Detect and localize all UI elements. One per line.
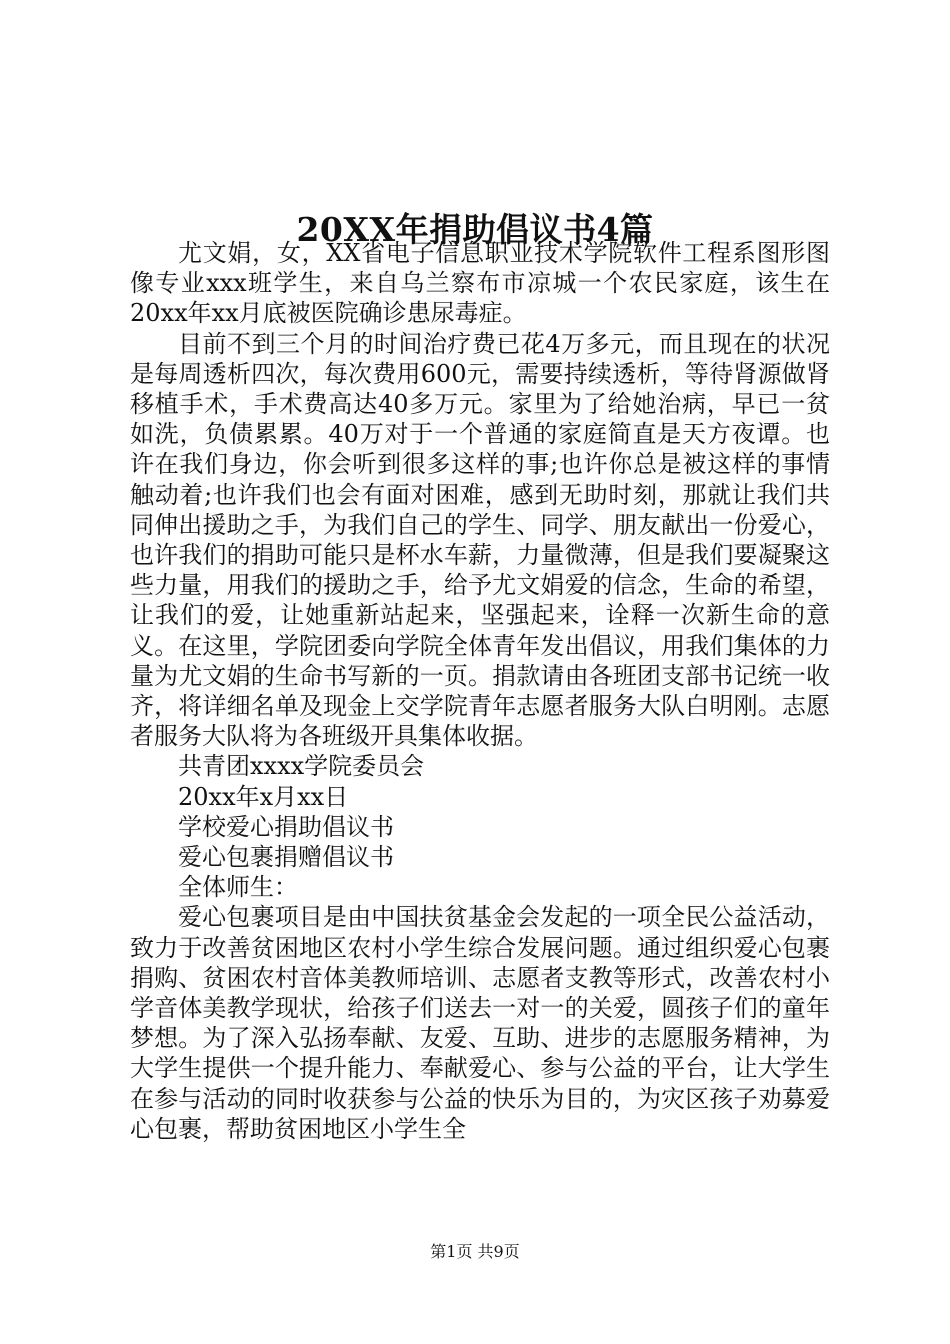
- salutation: 全体师生：: [178, 873, 298, 902]
- paragraph-student-intro: 尤文娟，女，XX省电子信息职业技术学院软件工程系图形图像专业xxx班学生，来自乌兰察布市凉城一个农民家庭，该生在20xx年xx月底被医院确诊患尿毒症。: [130, 239, 830, 328]
- document-title: 20XX年捐助倡议书4篇: [296, 210, 654, 250]
- page-number-footer: 第1页 共9页: [430, 1242, 520, 1261]
- paragraph-love-package-project: 爱心包裹项目是由中国扶贫基金会发起的一项全民公益活动，致力于改善贫困地区农村小学生综合发展问题。通过组织爱心包裹捐购、贫困农村音体美教师培训、志愿者支教等形式，改善农村小学音体美教学现状，给孩子们送去一对一的关爱，圆孩子们的童年梦想。为了深入弘扬奉献、友爱、互助、进步的志愿服务精神，为大学生提供一个提升能力、奉献爱心、参与公益的平台，让大学生在参与活动的同时收获参与公益的快乐为目的，为灾区孩子劝募爱心包裹，帮助贫困地区小学生全: [130, 903, 830, 1143]
- document-body: [130, 238, 830, 1144]
- signature-organization: 共青团xxxx学院委员会: [178, 752, 425, 781]
- signature-date: 20xx年x月xx日: [178, 782, 349, 811]
- paragraph-appeal: 目前不到三个月的时间治疗费已花4万多元，而且现在的状况是每周透析四次，每次费用600元，需要持续透析，等待肾源做肾移植手术，手术费高达40多万元。家里为了给她治病，早已一贫如洗，负债累累。40万对于一个普通的家庭简直是天方夜谭。也许在我们身边，你会听到很多这样的事;也许你总是被这样的事情触动着;也许我们也会有面对困难，感到无助时刻，那就让我们共同伸出援助之手，为我们自己的学生、同学、朋友献出一份爱心，也许我们的捐助可能只是杯水车薪，力量微薄，但是我们要凝聚这些力量，用我们的援助之手，给予尤文娟爱的信念，生命的希望，让我们的爱，让她重新站起来，坚强起来，诠释一次新生命的意义。在这里，学院团委向学院全体青年发出倡议，用我们集体的力量为尤文娟的生命书写新的一页。捐款请由各班团支部书记统一收齐，将详细名单及现金上交学院青年志愿者服务大队白明刚。志愿者服务大队将为各班级开具集体收据。: [130, 329, 830, 751]
- section-heading-school-donation: 学校爱心捐助倡议书: [178, 812, 394, 841]
- section-heading-love-package: 爱心包裹捐赠倡议书: [178, 843, 394, 872]
